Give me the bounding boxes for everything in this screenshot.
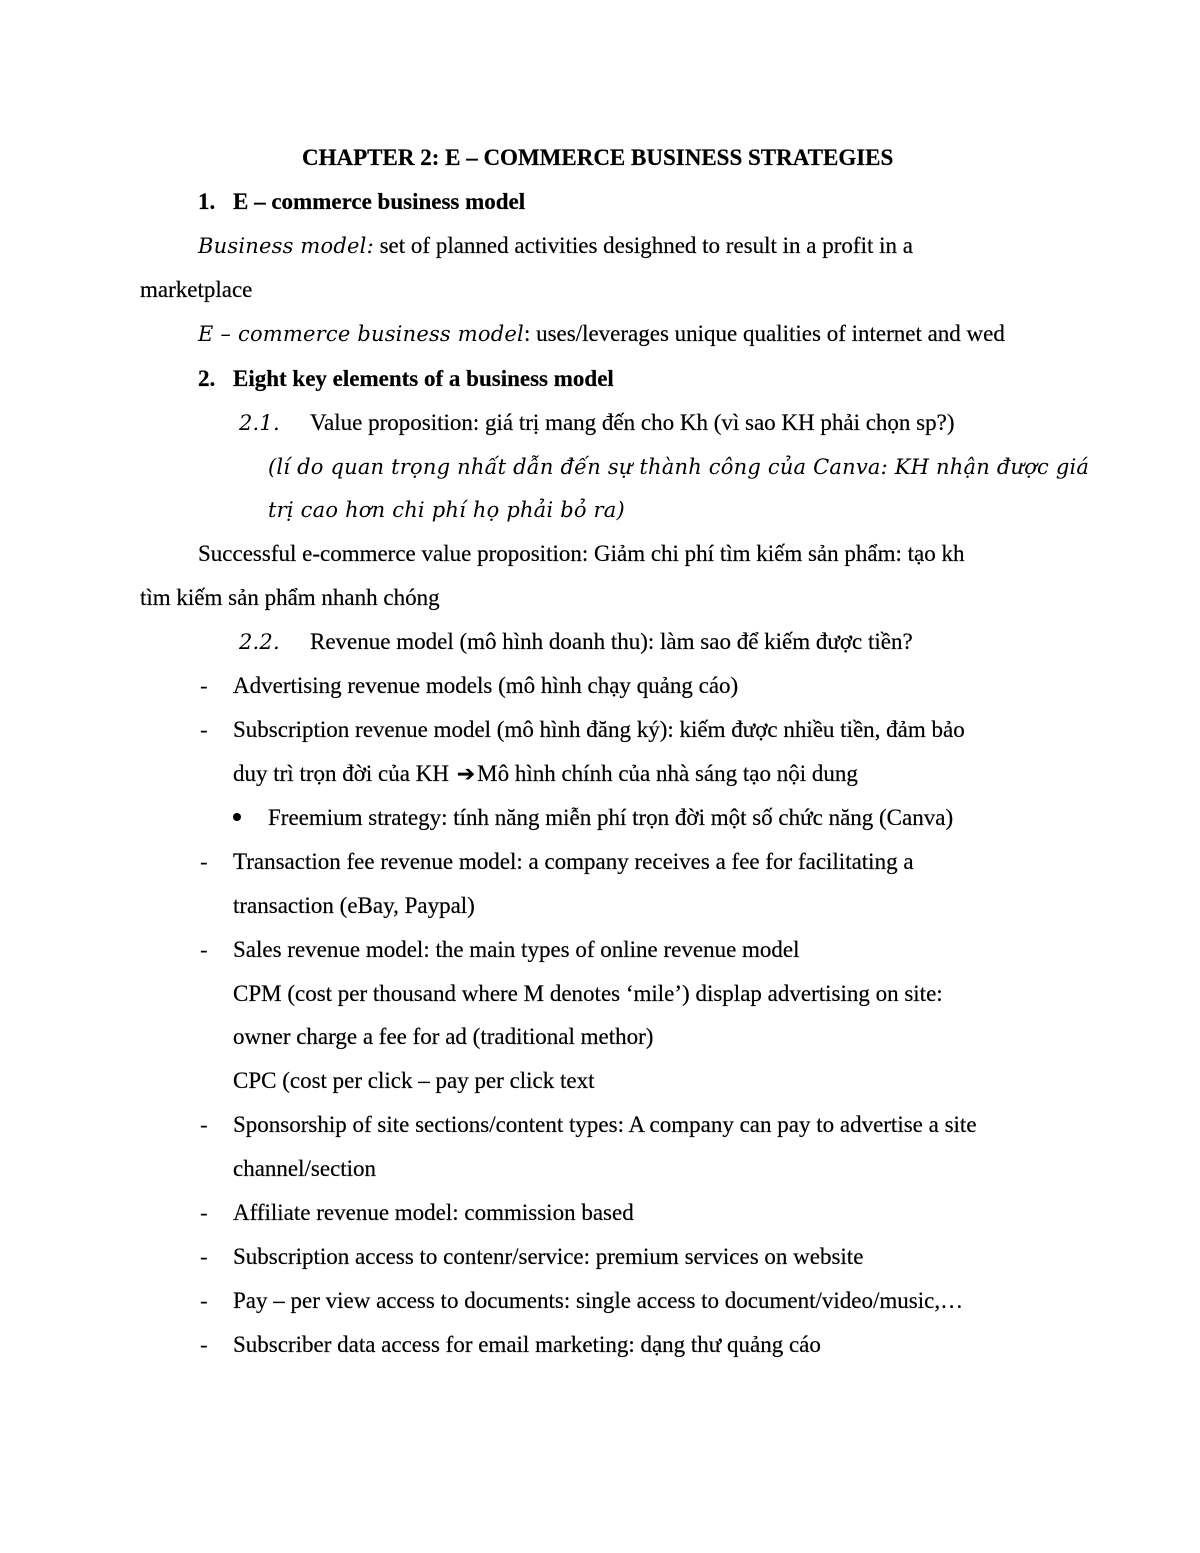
business-model-def-line1: set of planned activities desighned to result in a profit in a xyxy=(373,233,913,258)
chapter-title: CHAPTER 2: E – COMMERCE BUSINESS STRATEGIES xyxy=(302,145,894,170)
subsection-2-1-text: Value proposition: giá trị mang đến cho Kh (vì sao KH phải chọn sp?) xyxy=(310,410,955,435)
dash-bullet: - xyxy=(200,1288,208,1313)
cpm-line2: owner charge a fee for ad (traditional methor) xyxy=(233,1024,654,1049)
section-2-number: 2. xyxy=(198,366,216,391)
subsection-2-1-number: 2.1. xyxy=(239,411,280,435)
bullet-subscriber-data: Subscriber data access for email marketing: dạng thư quảng cáo xyxy=(233,1332,821,1357)
subsection-2-1-note-line1: (lí do quan trọng nhất dẫn đến sự thành công của Canva: KH nhận được giá xyxy=(268,455,1090,479)
dash-bullet: - xyxy=(200,673,208,698)
bullet-subscription-line2 xyxy=(233,759,858,790)
dash-bullet: - xyxy=(200,717,208,742)
cpc-line: CPC (cost per click – pay per click text xyxy=(233,1068,595,1093)
round-bullet-icon xyxy=(233,813,241,821)
bullet-transaction-line1: Transaction fee revenue model: a company receives a fee for facilitating a xyxy=(233,849,914,874)
dash-bullet: - xyxy=(200,1200,208,1225)
bullet-subscription-line1: Subscription revenue model (mô hình đăng ký): kiếm được nhiều tiền, đảm bảo xyxy=(233,717,965,742)
dash-bullet: - xyxy=(200,1332,208,1357)
dash-bullet: - xyxy=(200,1244,208,1269)
bullet-subscription-access: Subscription access to contenr/service: premium services on website xyxy=(233,1244,864,1269)
section-1-heading: E – commerce business model xyxy=(233,189,526,214)
cpm-line1: CPM (cost per thousand where M denotes ‘mile’) displap advertising on site: xyxy=(233,981,943,1006)
sub-bullet-freemium: Freemium strategy: tính năng miễn phí trọn đời một số chức năng (Canva) xyxy=(268,805,954,830)
successful-value-prop-line2: tìm kiếm sản phẩm nhanh chóng xyxy=(140,585,440,610)
bullet-transaction-line2: transaction (eBay, Paypal) xyxy=(233,893,475,918)
bullet-affiliate: Affiliate revenue model: commission based xyxy=(233,1200,634,1225)
business-model-definition xyxy=(198,231,913,261)
subscription-line2-part1: duy trì trọn đời của KH xyxy=(233,761,449,786)
subsection-2-2-text: Revenue model (mô hình doanh thu): làm sao để kiếm được tiền? xyxy=(310,629,913,654)
subsection-2-2-number: 2.2. xyxy=(239,630,280,654)
bullet-sponsorship-line1: Sponsorship of site sections/content types: A company can pay to advertise a site xyxy=(233,1112,977,1137)
dash-bullet: - xyxy=(200,849,208,874)
section-2-heading: Eight key elements of a business model xyxy=(233,366,614,391)
bullet-pay-per-view: Pay – per view access to documents: single access to document/video/music,… xyxy=(233,1288,964,1313)
ecommerce-business-model-def: : uses/leverages unique qualities of internet and wed xyxy=(523,321,1005,346)
arrow-right-icon: ➔ xyxy=(456,762,476,787)
dash-bullet: - xyxy=(200,1112,208,1137)
business-model-term: Business model: xyxy=(198,234,374,258)
bullet-advertising: Advertising revenue models (mô hình chạy quảng cáo) xyxy=(233,673,739,698)
business-model-def-line2: marketplace xyxy=(140,277,253,302)
ecommerce-business-model-definition xyxy=(198,319,1005,349)
subscription-line2-part2: Mô hình chính của nhà sáng tạo nội dung xyxy=(477,761,858,786)
bullet-sponsorship-line2: channel/section xyxy=(233,1156,377,1181)
bullet-sales: Sales revenue model: the main types of online revenue model xyxy=(233,937,800,962)
ecommerce-business-model-term: E – commerce business model xyxy=(198,322,524,346)
subsection-2-1-note-line2: trị cao hơn chi phí họ phải bỏ ra) xyxy=(268,498,625,522)
successful-value-prop-line1: Successful e-commerce value proposition: Giảm chi phí tìm kiếm sản phẩm: tạo kh xyxy=(198,541,965,566)
dash-bullet: - xyxy=(200,937,208,962)
section-1-number: 1. xyxy=(198,189,216,214)
